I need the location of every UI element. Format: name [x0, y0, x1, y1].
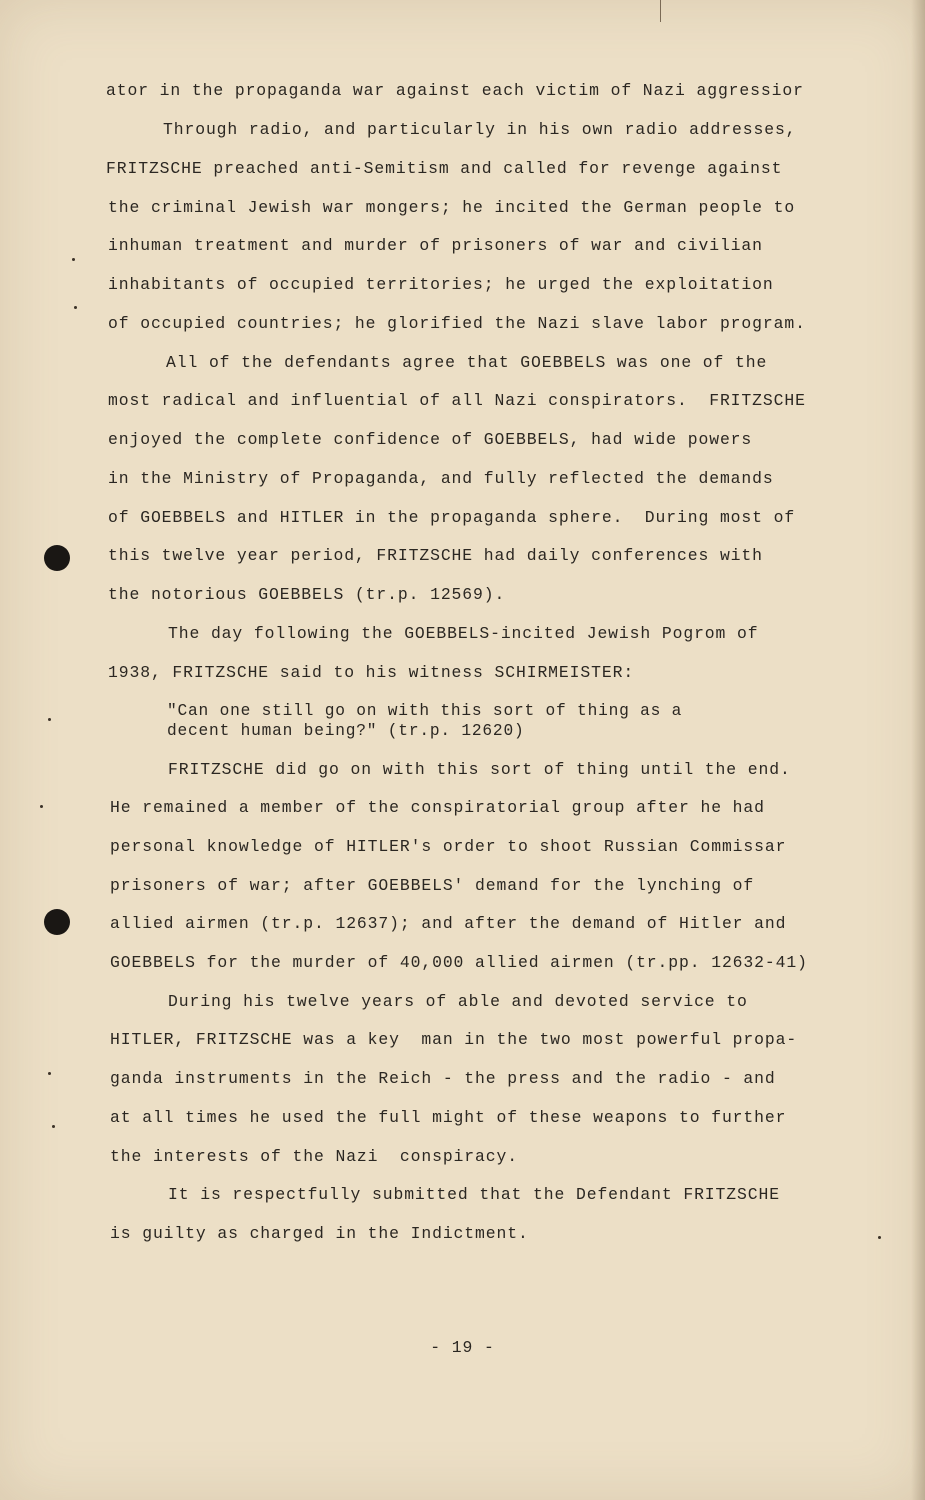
text-line-9: most radical and influential of all Nazi conspirators. FRITZSCHE — [108, 391, 806, 410]
text-line-14: the notorious GOEBBELS (tr.p. 12569). — [108, 585, 506, 604]
paper-speck — [40, 805, 43, 808]
text-line-7: of occupied countries; he glorified the Nazi slave labor program. — [108, 314, 806, 333]
text-line-26: HITLER, FRITZSCHE was a key man in the two most powerful propa- — [110, 1030, 798, 1049]
text-line-23: allied airmen (tr.p. 12637); and after the demand of Hitler and — [110, 914, 787, 933]
text-line-15: The day following the GOEBBELS-incited Jewish Pogrom of — [168, 624, 759, 643]
text-line-31: is guilty as charged in the Indictment. — [110, 1224, 529, 1243]
text-line-12: of GOEBBELS and HITLER in the propaganda sphere. During most of — [108, 508, 796, 527]
text-line-6: inhabitants of occupied territories; he urged the exploitation — [108, 275, 774, 294]
text-line-4: the criminal Jewish war mongers; he incited the German people to — [108, 198, 796, 217]
text-line-3: FRITZSCHE preached anti-Semitism and called for revenge against — [106, 159, 783, 178]
text-line-29: the interests of the Nazi conspiracy. — [110, 1147, 518, 1166]
text-line-24: GOEBBELS for the murder of 40,000 allied airmen (tr.pp. 12632-41) — [110, 953, 808, 972]
paper-speck — [72, 258, 75, 261]
text-line-5: inhuman treatment and murder of prisoners of war and civilian — [108, 236, 763, 255]
text-line-19: FRITZSCHE did go on with this sort of thing until the end. — [168, 760, 791, 779]
paper-speck — [878, 1236, 881, 1239]
text-line-28: at all times he used the full might of these weapons to further — [110, 1108, 787, 1127]
text-line-22: prisoners of war; after GOEBBELS' demand for the lynching of — [110, 876, 755, 895]
text-line-2: Through radio, and particularly in his own radio addresses, — [163, 120, 797, 139]
text-line-10: enjoyed the complete confidence of GOEBBELS, had wide powers — [108, 430, 753, 449]
page-number: - 19 - — [430, 1338, 495, 1357]
paper-speck — [48, 718, 51, 721]
paper-speck — [74, 306, 77, 309]
page-edge-shadow — [911, 0, 925, 1500]
paper-speck — [48, 1072, 51, 1075]
text-line-11: in the Ministry of Propaganda, and fully reflected the demands — [108, 469, 774, 488]
quote-line-1: "Can one still go on with this sort of thing as a — [167, 702, 683, 720]
text-line-20: He remained a member of the conspiratorial group after he had — [110, 798, 765, 817]
text-line-25: During his twelve years of able and devoted service to — [168, 992, 748, 1011]
paper-crease-mark — [660, 0, 661, 22]
quote-line-2: decent human being?" (tr.p. 12620) — [167, 722, 525, 740]
text-line-16: 1938, FRITZSCHE said to his witness SCHIRMEISTER: — [108, 663, 635, 682]
punch-hole-icon — [44, 545, 70, 571]
text-line-27: ganda instruments in the Reich - the press and the radio - and — [110, 1069, 776, 1088]
punch-hole-icon — [44, 909, 70, 935]
text-line-1: ator in the propaganda war against each victim of Nazi aggressior — [106, 81, 804, 100]
text-line-8: All of the defendants agree that GOEBBELS was one of the — [166, 353, 768, 372]
text-line-30: It is respectfully submitted that the Defendant FRITZSCHE — [168, 1185, 780, 1204]
paper-speck — [52, 1125, 55, 1128]
text-line-13: this twelve year period, FRITZSCHE had daily conferences with — [108, 546, 763, 565]
text-line-21: personal knowledge of HITLER's order to shoot Russian Commissar — [110, 837, 787, 856]
